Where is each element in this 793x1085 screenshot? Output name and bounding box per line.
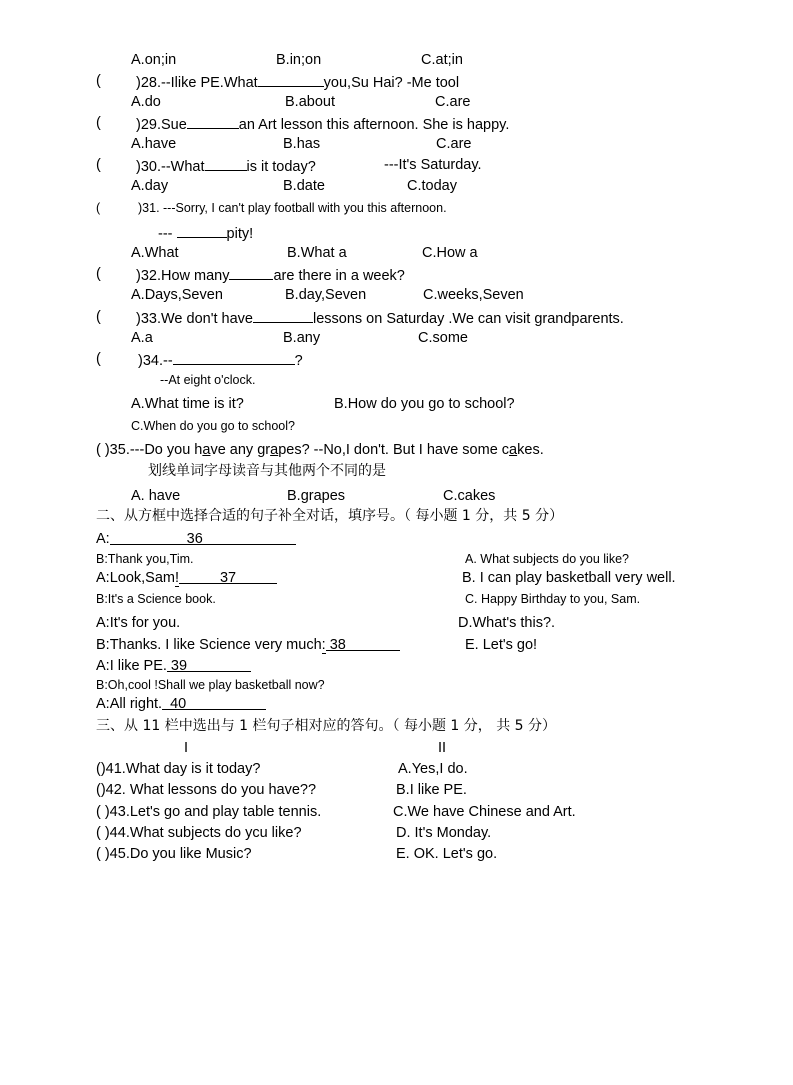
- match-answer-b: B.I like PE.: [396, 782, 467, 798]
- q34-option-c: C.When do you go to school?: [131, 419, 295, 433]
- dialog-line-4: B:It's a Science book.: [96, 592, 216, 606]
- q34-blank: [173, 350, 295, 365]
- q30-option-a: A.day: [131, 178, 169, 194]
- q31-reply: --- pity!: [158, 223, 253, 243]
- match-answer-e: E. OK. Let's go.: [396, 846, 498, 862]
- q33-option-c: C.some: [418, 330, 468, 346]
- q33-option-b: B.any: [283, 330, 321, 346]
- match-answer-d: D. It's Monday.: [396, 825, 492, 841]
- q31-option-b: B.What a: [287, 245, 347, 261]
- q31-option-c: C.How a: [422, 245, 478, 261]
- q27-option-c: C.at;in: [421, 52, 463, 68]
- dialog-line-2: B:Thank you,Tim.: [96, 552, 194, 566]
- part2-heading: 二、从方框中选择合适的句子补全对话，填序号。（ 每小题 1 分，共 5 分）: [96, 508, 564, 524]
- match-question-42: ()42. What lessons do you have??: [96, 782, 317, 798]
- q33-paren: (: [96, 309, 101, 325]
- q31-question: )31. ---Sorry, I can't play football with you this afternoon.: [138, 201, 447, 215]
- blank-39: 39: [170, 658, 188, 674]
- blank-40: 40: [170, 696, 187, 712]
- match-question-43: ( )43.Let's go and play table tennis.: [96, 804, 322, 820]
- part3-heading: 三、从 11 栏中选出与 1 栏句子相对应的答句。（ 每小题 1 分， 共 5 分）: [96, 718, 557, 734]
- q30-option-c: C.today: [407, 178, 457, 194]
- q27-option-b: B.in;on: [276, 52, 322, 68]
- dialog-line-39: A:I like PE. 39: [96, 657, 251, 675]
- option-box-e: E. Let's go!: [465, 637, 538, 653]
- q30-question: )30.--What is it today?: [136, 156, 316, 176]
- q31-option-a: A.What: [131, 245, 179, 261]
- q28-blank: [258, 72, 324, 87]
- q30-paren: (: [96, 157, 101, 173]
- q35-option-a: A. have: [131, 488, 181, 504]
- q29-option-a: A.have: [131, 136, 177, 152]
- column-ii-header: II: [438, 740, 447, 756]
- option-box-d: D.What's this?.: [458, 615, 556, 631]
- q29-option-b: B.has: [283, 136, 321, 152]
- dialog-line-38: B:Thanks. I like Science very much: 38: [96, 636, 400, 654]
- match-answer-a: A.Yes,I do.: [398, 761, 468, 777]
- q29-option-c: C.are: [436, 136, 472, 152]
- column-i-header: I: [184, 740, 189, 756]
- q27-option-a: A.on;in: [131, 52, 177, 68]
- q31-paren: (: [96, 201, 101, 215]
- q30-reply: ---It's Saturday.: [384, 157, 482, 173]
- q32-option-b: B.day,Seven: [285, 287, 367, 303]
- q30-blank: [205, 156, 247, 171]
- match-question-45: ( )45.Do you like Music?: [96, 846, 252, 862]
- dialog-line-5: A:It's for you.: [96, 615, 181, 631]
- q32-option-c: C.weeks,Seven: [423, 287, 524, 303]
- dialog-line-36: A: 36: [96, 530, 296, 548]
- q29-paren: (: [96, 115, 101, 131]
- blank-38: 38: [329, 637, 346, 653]
- q34-option-a: A.What time is it?: [131, 396, 244, 412]
- q33-blank: [253, 308, 313, 323]
- q34-reply: --At eight o'clock.: [160, 373, 256, 387]
- q32-question: )32.How many are there in a week?: [136, 265, 405, 285]
- match-answer-c: C.We have Chinese and Art.: [393, 804, 576, 820]
- dialog-line-40: A:All right. 40: [96, 695, 266, 713]
- blank-36: 36: [186, 531, 203, 547]
- q35-option-c: C.cakes: [443, 488, 496, 504]
- q35-instruction: 划线单词字母读音与其他两个不同的是: [148, 463, 386, 479]
- q28-option-c: C.are: [435, 94, 471, 110]
- q35-option-b: B.grapes: [287, 488, 346, 504]
- q33-option-a: A.a: [131, 330, 153, 346]
- option-box-b: B. I can play basketball very well.: [462, 570, 676, 586]
- option-box-a: A. What subjects do you like?: [465, 552, 629, 566]
- q33-question: )33.We don't have lessons on Saturday .We can visit grandparents.: [136, 308, 624, 328]
- q32-option-a: A.Days,Seven: [131, 287, 223, 303]
- q28-option-b: B.about: [285, 94, 335, 110]
- q34-question: )34.-- ?: [138, 350, 303, 370]
- q29-question: )29.Sue an Art lesson this afternoon. She is happy.: [136, 114, 509, 134]
- q28-option-a: A.do: [131, 94, 161, 110]
- q30-option-b: B.date: [283, 178, 325, 194]
- q32-blank: [229, 265, 273, 280]
- q31-blank: [177, 223, 227, 238]
- dialog-line-8: B:Oh,cool !Shall we play basketball now?: [96, 678, 325, 692]
- blank-37: 37: [219, 570, 237, 586]
- dialog-line-37: A:Look,Sam! 37: [96, 569, 277, 587]
- q34-paren: (: [96, 351, 101, 367]
- match-question-41: ()41.What day is it today?: [96, 761, 261, 777]
- q29-blank: [187, 114, 239, 129]
- q34-option-b: B.How do you go to school?: [334, 396, 515, 412]
- q32-paren: (: [96, 266, 101, 282]
- option-box-c: C. Happy Birthday to you, Sam.: [465, 592, 641, 606]
- q28-question: )28.--Ilike PE.What you,Su Hai? -Me tool: [136, 72, 459, 92]
- match-question-44: ( )44.What subjects do ycu like?: [96, 825, 302, 841]
- q35-question: ( )35.---Do you have any grapes? --No,I don't. But I have some cakes.: [96, 442, 544, 458]
- q28-paren: (: [96, 73, 101, 89]
